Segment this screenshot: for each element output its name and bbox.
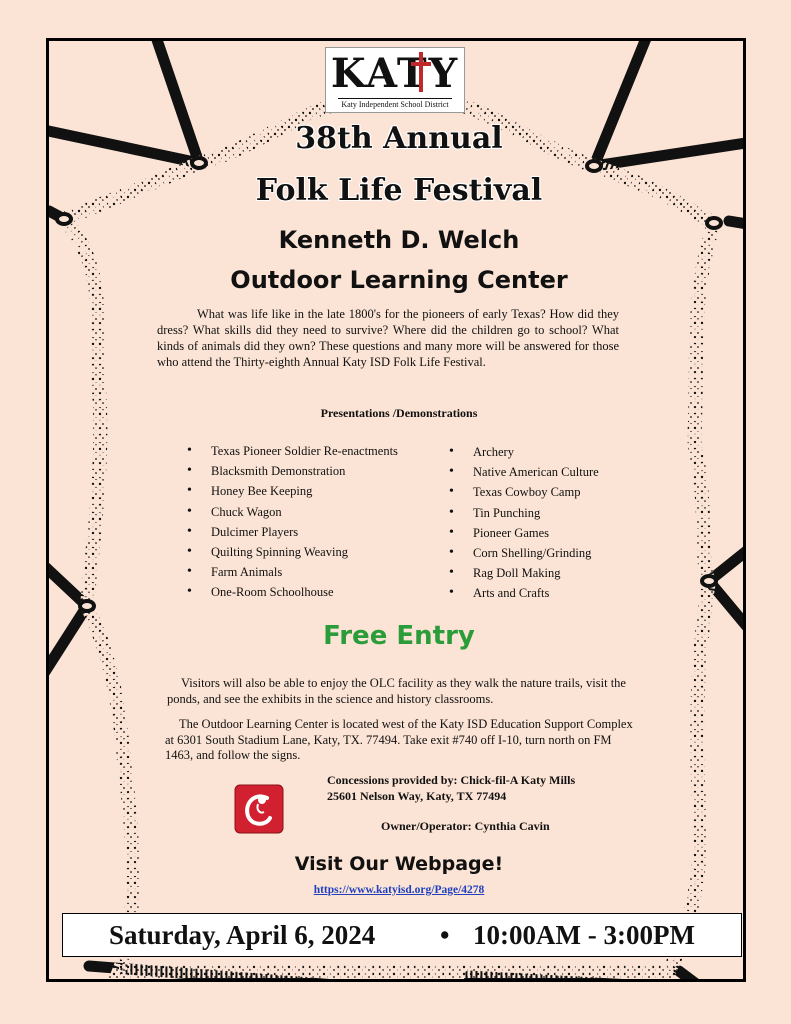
title-center-name: Kenneth D. Welch	[278, 226, 520, 254]
logo-divider	[338, 98, 452, 99]
logo-wordmark: KATY	[330, 50, 460, 97]
list-item: • Blacksmith Demonstration	[187, 461, 398, 481]
list-item: • Texas Pioneer Soldier Re-enactments	[187, 441, 398, 461]
title-center: Outdoor Learning Center	[230, 266, 568, 294]
list-item: • Native American Culture	[449, 462, 599, 482]
webpage-heading: Visit Our Webpage!	[294, 853, 504, 875]
event-date: Saturday, April 6, 2024	[109, 920, 376, 950]
concessions-provider: Concessions provided by: Chick-fil-A Katy Mills	[327, 773, 576, 787]
presentations-list-right	[449, 442, 599, 604]
list-item: • Chuck Wagon	[187, 502, 398, 522]
webpage-link[interactable]: https://www.katyisd.org/Page/4278	[313, 884, 485, 896]
free-entry-heading: Free Entry	[323, 621, 475, 651]
event-time: 10:00AM - 3:00PM	[473, 920, 695, 950]
presentations-list-left	[187, 441, 398, 603]
logo-subtitle: Katy Independent School District	[341, 100, 449, 109]
title-edition: 38th Annual	[295, 121, 503, 156]
list-item: • Honey Bee Keeping	[187, 481, 398, 501]
list-item: • Dulcimer Players	[187, 522, 398, 542]
list-item: • Pioneer Games	[449, 523, 599, 543]
separator-bullet: •	[440, 920, 450, 950]
cross-icon	[408, 50, 434, 94]
list-item: • Tin Punching	[449, 503, 599, 523]
katy-isd-logo	[325, 47, 465, 113]
concessions-address: 25601 Nelson Way, Katy, TX 77494	[327, 789, 507, 803]
list-item: • Archery	[449, 442, 599, 462]
flyer-frame	[46, 38, 746, 982]
intro-paragraph: What was life like in the late 1800's for the pioneers of early Texas? How did they dress? What skills did they need to survive? Where did the children go to school? What kinds of animals did they own? These questions and many more will be answered for those who attend the Thirty-eighth Annual Katy ISD Folk Life Festival.	[157, 307, 619, 369]
list-item: • Quilting Spinning Weaving	[187, 542, 398, 562]
presentations-heading: Presentations /Demonstrations	[320, 406, 478, 420]
list-item: • Texas Cowboy Camp	[449, 482, 599, 502]
event-date-banner	[62, 913, 742, 957]
concessions-owner: Owner/Operator: Cynthia Cavin	[381, 819, 550, 833]
list-item: • Arts and Crafts	[449, 583, 599, 603]
location-paragraph: The Outdoor Learning Center is located west of the Katy ISD Education Support Complex at 6301 South Stadium Lane, Katy, TX. 77494. Take exit #740 off I-10, turn north on FM 1463, and follow the signs.	[165, 717, 633, 762]
visit-paragraph: Visitors will also be able to enjoy the OLC facility as they walk the nature trails, visit the ponds, and see the exhibits in the science and history classrooms.	[167, 676, 626, 706]
list-item: • Rag Doll Making	[449, 563, 599, 583]
list-item: • Farm Animals	[187, 562, 398, 582]
chick-fil-a-logo-icon	[234, 784, 284, 834]
list-item: • One-Room Schoolhouse	[187, 582, 398, 602]
title-festival: Folk Life Festival	[255, 173, 543, 208]
list-item: • Corn Shelling/Grinding	[449, 543, 599, 563]
